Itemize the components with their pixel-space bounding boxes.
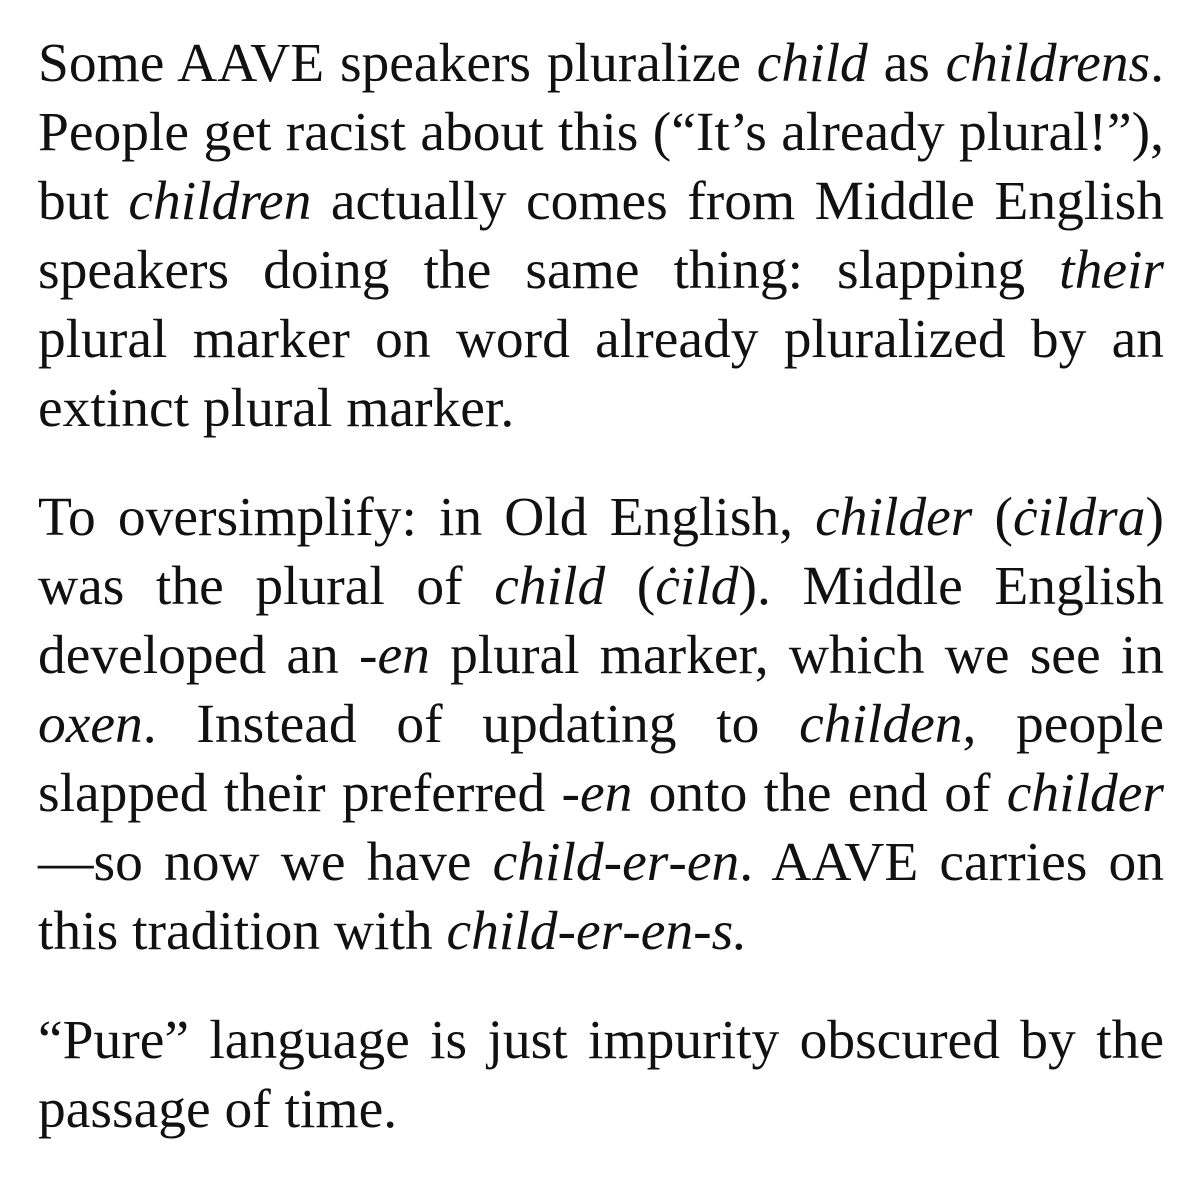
text-segment: ) was the plural of (38, 487, 1164, 617)
italic-term: children (128, 171, 312, 232)
italic-term: childrens (945, 33, 1151, 94)
text-segment: - (693, 901, 712, 962)
italic-term: ċild (655, 556, 739, 617)
text-segment: plural marker on word already pluralized by an extinct plural marker. (38, 309, 1164, 439)
paragraph-pure-language-closing (38, 1006, 1164, 1144)
italic-term: oxen (38, 694, 143, 755)
text-segment: as (867, 33, 946, 94)
text-segment: . People get racist about this (“It’s already plural!”), but (38, 33, 1164, 232)
text-segment: . AAVE carries on this tradition with (38, 832, 1164, 962)
text-segment: ). Middle English developed an - (38, 556, 1164, 686)
italic-term: s. (711, 901, 748, 962)
text-segment: actually comes from Middle English speakers doing the same thing: slapping (38, 171, 1165, 301)
italic-term: child (492, 832, 604, 893)
italic-term: childer (1006, 763, 1164, 824)
text-segment: plural marker, which we see in (429, 625, 1164, 686)
italic-term: en (640, 901, 694, 962)
text-segment: . Instead of updating to (142, 694, 800, 755)
italic-term: their (1059, 240, 1164, 301)
text-segment: ( (605, 556, 656, 617)
italic-term: child (756, 33, 868, 94)
text-segment: —so now we have (38, 832, 493, 893)
italic-term: child (494, 556, 606, 617)
italic-term: er (622, 832, 669, 893)
text-segment: - (622, 901, 641, 962)
paragraph-aave-childrens (38, 29, 1164, 443)
paragraph-old-english-history (38, 483, 1164, 966)
italic-term: en (377, 625, 430, 686)
italic-term: child (446, 901, 558, 962)
text-segment: - (603, 832, 623, 893)
text-segment: onto the end of (632, 763, 1007, 824)
italic-term: ċildra (1012, 487, 1146, 548)
italic-term: er (576, 901, 623, 962)
italic-term: en (686, 832, 740, 893)
text-segment: ( (972, 487, 1013, 548)
text-segment: - (557, 901, 576, 962)
text-segment: - (668, 832, 687, 893)
text-segment: , people slapped their preferred - (38, 694, 1164, 824)
italic-term: childer (815, 487, 973, 548)
italic-term: en (579, 763, 633, 824)
text-segment: To oversimplify: in Old English, (38, 487, 816, 548)
text-segment: “Pure” language is just impurity obscured by the passage of time. (38, 1010, 1164, 1140)
italic-term: childen (799, 694, 963, 755)
text-segment: Some AAVE speakers pluralize (38, 33, 757, 94)
